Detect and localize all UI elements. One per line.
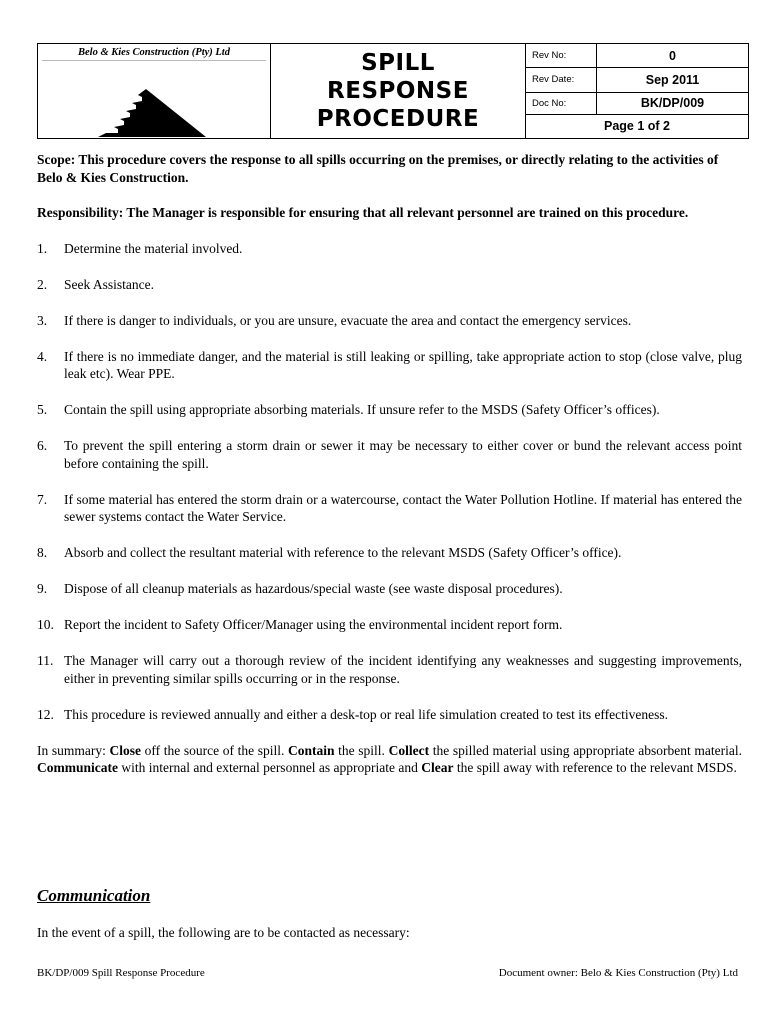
document-body (37, 151, 742, 777)
step-number: 11. (37, 653, 54, 668)
step-number: 12. (37, 706, 54, 722)
communication-intro: In the event of a spill, the following are to be contacted as necessary: (37, 925, 410, 940)
summary-text: with internal and external personnel as appropriate and (118, 760, 422, 775)
procedure-step (37, 580, 742, 598)
step-number: 6. (37, 438, 48, 453)
step-number: 3. (37, 312, 48, 328)
document-header (37, 43, 749, 139)
summary-text: the spilled material using appropriate absorbent material. (429, 742, 743, 758)
responsibility-statement: Responsibility: The Manager is responsible for ensuring that all relevant personnel are trained on this procedure. (37, 205, 689, 220)
procedure-step (37, 401, 742, 419)
scope-statement: Scope: This procedure covers the response to all spills occurring on the premises, or directly relating to the activities of Belo & Kies Construction. (37, 152, 719, 185)
step-text: The Manager will carry out a thorough review of the incident identifying any weaknesses and suggesting improvements, either in preventing similar spills occurring or in the response. (64, 653, 742, 686)
logo-cell (38, 44, 271, 139)
step-text: If there is danger to individuals, or you are unsure, evacuate the area and contact the emergency services. (64, 312, 632, 328)
summary-keyword-close: Close (109, 742, 142, 758)
rev-no-label: Rev No: (526, 44, 597, 68)
step-text: Seek Assistance. (64, 276, 154, 292)
summary-keyword-clear: Clear (421, 760, 454, 775)
title-line-2: RESPONSE (327, 78, 469, 104)
summary-text: the spill away with reference to the relevant MSDS. (453, 760, 737, 775)
summary-keyword-contain: Contain (288, 742, 335, 758)
document-title (271, 44, 526, 139)
step-text: Determine the material involved. (64, 240, 243, 256)
procedure-step (37, 491, 742, 526)
page-indicator: Page 1 of 2 (526, 114, 749, 138)
procedure-steps (37, 240, 742, 724)
step-text: Absorb and collect the resultant material with reference to the relevant MSDS (Safety Officer’s office). (64, 545, 622, 560)
summary-text: In summary: (37, 742, 110, 758)
procedure-step (37, 616, 742, 634)
step-number: 4. (37, 348, 48, 364)
footer-document-owner: Document owner: Belo & Kies Construction (Pty) Ltd (498, 967, 738, 979)
communication-heading: Communication (37, 886, 151, 905)
procedure-step (37, 544, 742, 562)
step-number: 10. (37, 617, 54, 632)
step-text: If there is no immediate danger, and the material is still leaking or spilling, take appropriate action to stop (close valve, plug leak etc). Wear PPE. (64, 348, 742, 381)
step-number: 9. (37, 581, 48, 596)
procedure-step (37, 348, 742, 383)
procedure-step (37, 240, 742, 258)
procedure-step (37, 312, 742, 330)
procedure-step (37, 706, 742, 724)
step-text: Report the incident to Safety Officer/Manager using the environmental incident report form. (64, 617, 563, 632)
rev-date-value: Sep 2011 (597, 68, 749, 92)
summary-text: the spill. (334, 742, 389, 758)
summary-paragraph (37, 742, 742, 777)
title-line-3: PROCEDURE (316, 106, 480, 132)
title-line-1: SPILL (361, 50, 435, 76)
summary-text: off the source of the spill. (141, 742, 289, 758)
footer-document-ref: BK/DP/009 Spill Response Procedure (37, 967, 205, 979)
procedure-step (37, 276, 742, 294)
step-text: Dispose of all cleanup materials as hazardous/special waste (see waste disposal procedures). (64, 581, 563, 596)
step-number: 5. (37, 402, 48, 417)
company-divider (42, 60, 266, 61)
doc-no-value: BK/DP/009 (597, 92, 749, 114)
company-name: Belo & Kies Construction (Pty) Ltd (78, 47, 230, 58)
doc-no-label: Doc No: (526, 92, 597, 114)
rev-no-value: 0 (597, 44, 749, 68)
summary-keyword-collect: Collect (388, 742, 430, 758)
step-number: 2. (37, 276, 48, 292)
step-text: To prevent the spill entering a storm drain or sewer it may be necessary to either cover or bund the relevant access point before containing the spill. (64, 438, 742, 471)
step-text: This procedure is reviewed annually and either a desk-top or real life simulation created to test its effectiveness. (64, 706, 669, 722)
summary-keyword-communicate: Communicate (37, 760, 118, 775)
step-text: If some material has entered the storm drain or a watercourse, contact the Water Pollution Hotline. If material has entered the sewer systems contact the Water Service. (64, 491, 742, 524)
procedure-step (37, 652, 742, 687)
step-number: 1. (37, 240, 48, 256)
company-logo (98, 89, 210, 139)
step-text: Contain the spill using appropriate absorbing materials. If unsure refer to the MSDS (Safety Officer’s offices). (64, 402, 660, 417)
step-number: 7. (37, 491, 48, 507)
procedure-step (37, 437, 742, 472)
step-number: 8. (37, 545, 48, 560)
rev-date-label: Rev Date: (526, 68, 597, 92)
